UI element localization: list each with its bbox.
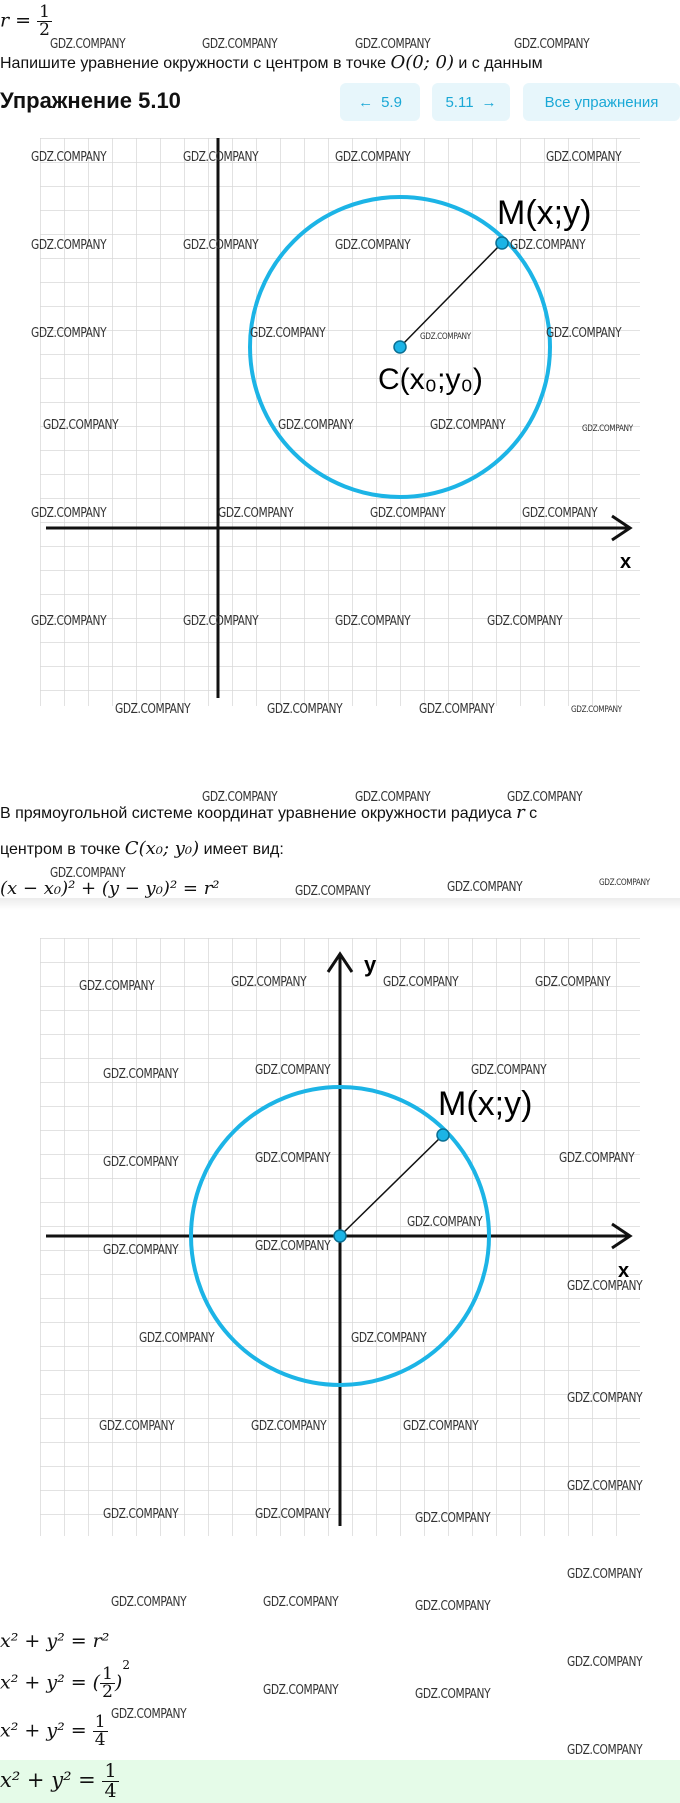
watermark: GDZ.COMPANY [567, 1567, 643, 1582]
eq3-fraction [93, 1714, 108, 1749]
task-text-end: и с данным [453, 55, 543, 72]
center-point [394, 341, 406, 353]
radius-given [0, 4, 52, 39]
watermark: GDZ.COMPANY [202, 790, 278, 805]
watermark: GDZ.COMPANY [335, 238, 411, 253]
watermark: GDZ.COMPANY [50, 866, 126, 881]
watermark: GDZ.COMPANY [263, 1595, 339, 1610]
watermark: GDZ.COMPANY [267, 702, 343, 717]
section-divider [0, 898, 680, 910]
watermark: GDZ.COMPANY [31, 506, 107, 521]
task-point: O(0; 0) [390, 52, 454, 73]
fraction-numerator: 1 [39, 2, 50, 22]
fraction-denominator: 4 [104, 1780, 117, 1802]
watermark: GDZ.COMPANY [351, 1331, 427, 1346]
equals-sign: = [15, 9, 32, 32]
task-statement [0, 52, 543, 73]
watermark: GDZ.COMPANY [546, 326, 622, 341]
prev-exercise-label: 5.9 [381, 93, 402, 111]
eq2-lhs: x² + y² = ( [0, 1671, 101, 1694]
watermark: GDZ.COMPANY [567, 1743, 643, 1758]
fraction-numerator: 1 [102, 1664, 113, 1684]
watermark: GDZ.COMPANY [79, 979, 155, 994]
answer-lhs: x² + y² = [0, 1768, 103, 1792]
watermark: GDZ.COMPANY [255, 1507, 331, 1522]
watermark: GDZ.COMPANY [567, 1479, 643, 1494]
explain-text: центром в точке [0, 841, 125, 858]
eq2-fraction [100, 1666, 115, 1701]
solution-eq-3 [0, 1714, 108, 1749]
x-axis-label: x [618, 1260, 630, 1282]
solution-eq-1: x² + y² = r² [0, 1630, 110, 1652]
watermark: GDZ.COMPANY [335, 150, 411, 165]
watermark: GDZ.COMPANY [255, 1151, 331, 1166]
watermark: GDZ.COMPANY [420, 332, 471, 342]
all-exercises-button[interactable] [523, 83, 680, 121]
fraction-numerator: 1 [104, 1760, 117, 1782]
watermark: GDZ.COMPANY [255, 1063, 331, 1078]
r-symbol: r [0, 9, 10, 32]
watermark: GDZ.COMPANY [139, 1331, 215, 1346]
watermark: GDZ.COMPANY [487, 614, 563, 629]
watermark: GDZ.COMPANY [43, 418, 119, 433]
watermark: GDZ.COMPANY [263, 1683, 339, 1698]
watermark: GDZ.COMPANY [559, 1151, 635, 1166]
watermark: GDZ.COMPANY [415, 1687, 491, 1702]
origin-point [334, 1230, 346, 1242]
eq2-rhs: ) [114, 1671, 123, 1694]
watermark: GDZ.COMPANY [355, 790, 431, 805]
general-equation: (x − x₀)² + (y − y₀)² = r² [0, 878, 220, 898]
answer-box [0, 1760, 680, 1803]
explain-center: C(x₀; y₀) [124, 838, 200, 859]
fraction-denominator: 2 [102, 1682, 113, 1702]
watermark: GDZ.COMPANY [295, 884, 371, 899]
watermark: GDZ.COMPANY [567, 1655, 643, 1670]
next-exercise-label: 5.11 [445, 93, 474, 111]
watermark: GDZ.COMPANY [183, 150, 259, 165]
answer-fraction [102, 1762, 118, 1801]
watermark: GDZ.COMPANY [103, 1067, 179, 1082]
circle-origin-figure [0, 928, 680, 1538]
explain-r: r [516, 802, 525, 823]
watermark: GDZ.COMPANY [31, 614, 107, 629]
watermark: GDZ.COMPANY [202, 37, 278, 52]
watermark: GDZ.COMPANY [571, 705, 622, 715]
watermark: GDZ.COMPANY [471, 1063, 547, 1078]
fraction-denominator: 4 [94, 1730, 106, 1750]
watermark: GDZ.COMPANY [415, 1511, 491, 1526]
watermark: GDZ.COMPANY [218, 506, 294, 521]
next-exercise-button[interactable] [432, 83, 510, 121]
watermark: GDZ.COMPANY [510, 238, 586, 253]
arrow-right-icon: → [481, 93, 497, 111]
watermark: GDZ.COMPANY [407, 1215, 483, 1230]
explain-line-1 [0, 802, 537, 823]
point-m-label: M(x;y) [438, 1085, 533, 1123]
watermark: GDZ.COMPANY [278, 418, 354, 433]
watermark: GDZ.COMPANY [415, 1599, 491, 1614]
watermark: GDZ.COMPANY [355, 37, 431, 52]
solution-eq-2 [0, 1658, 130, 1702]
watermark: GDZ.COMPANY [103, 1243, 179, 1258]
watermark: GDZ.COMPANY [522, 506, 598, 521]
fraction-numerator: 1 [94, 1712, 106, 1732]
watermark: GDZ.COMPANY [183, 614, 259, 629]
watermark: GDZ.COMPANY [599, 878, 650, 888]
watermark: GDZ.COMPANY [567, 1391, 643, 1406]
watermark: GDZ.COMPANY [546, 150, 622, 165]
watermark: GDZ.COMPANY [419, 702, 495, 717]
x-axis-label: x [620, 551, 632, 573]
watermark: GDZ.COMPANY [99, 1419, 175, 1434]
task-text: Напишите уравнение окружности с центром в точке [0, 55, 391, 72]
watermark: GDZ.COMPANY [514, 37, 590, 52]
watermark: GDZ.COMPANY [31, 150, 107, 165]
explain-line-2 [0, 838, 284, 859]
watermark: GDZ.COMPANY [383, 975, 459, 990]
watermark: GDZ.COMPANY [111, 1707, 187, 1722]
point-m [496, 237, 508, 249]
explain-text-end: с [524, 805, 538, 822]
watermark: GDZ.COMPANY [103, 1155, 179, 1170]
explain-text-end: имеет вид: [199, 841, 284, 858]
answer-equation [0, 1762, 119, 1801]
point-c-label: C(x₀;y₀) [378, 363, 483, 396]
watermark: GDZ.COMPANY [50, 37, 126, 52]
eq2-power: 2 [122, 1658, 130, 1673]
fraction-denominator: 2 [39, 20, 50, 40]
watermark: GDZ.COMPANY [535, 975, 611, 990]
watermark: GDZ.COMPANY [255, 1239, 331, 1254]
watermark: GDZ.COMPANY [103, 1507, 179, 1522]
prev-exercise-button[interactable] [340, 83, 420, 121]
watermark: GDZ.COMPANY [447, 880, 523, 895]
watermark: GDZ.COMPANY [115, 702, 191, 717]
eq3-lhs: x² + y² = [0, 1719, 93, 1742]
radius-fraction [37, 4, 52, 39]
watermark: GDZ.COMPANY [430, 418, 506, 433]
watermark: GDZ.COMPANY [507, 790, 583, 805]
watermark: GDZ.COMPANY [31, 238, 107, 253]
watermark: GDZ.COMPANY [231, 975, 307, 990]
point-m [437, 1129, 449, 1141]
watermark: GDZ.COMPANY [567, 1279, 643, 1294]
watermark: GDZ.COMPANY [403, 1419, 479, 1434]
watermark: GDZ.COMPANY [31, 326, 107, 341]
arrow-left-icon: ← [358, 93, 374, 111]
watermark: GDZ.COMPANY [250, 326, 326, 341]
watermark: GDZ.COMPANY [582, 424, 633, 434]
watermark: GDZ.COMPANY [370, 506, 446, 521]
watermark: GDZ.COMPANY [251, 1419, 327, 1434]
page-title: Упражнение 5.10 [0, 88, 181, 113]
point-m-label: M(x;y) [497, 194, 592, 232]
all-exercises-label: Все упражнения [544, 93, 659, 111]
y-axis-label: y [364, 952, 377, 977]
explain-text: В прямоугольной системе координат уравнение окружности радиуса [0, 805, 517, 822]
watermark: GDZ.COMPANY [335, 614, 411, 629]
watermark: GDZ.COMPANY [183, 238, 259, 253]
watermark: GDZ.COMPANY [111, 1595, 187, 1610]
